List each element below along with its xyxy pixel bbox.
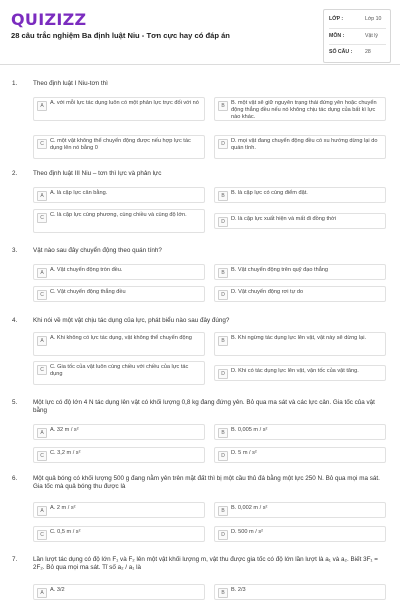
option-text: B. 2/3 [231, 587, 246, 593]
question-number: 2. [12, 170, 18, 177]
option-b[interactable] [214, 332, 386, 356]
option-c[interactable] [33, 135, 205, 159]
option-letter: A [37, 191, 47, 201]
question-number: 5. [12, 399, 18, 406]
option-letter: A [37, 336, 47, 346]
option-letter: C [37, 530, 47, 540]
question-number: 7. [12, 556, 18, 563]
option-c[interactable] [33, 526, 205, 542]
option-text: D. Vật chuyển động rơi tự do [231, 289, 304, 295]
meta-count [329, 44, 386, 61]
option-text: C. Vật chuyển động thẳng đều [50, 289, 126, 295]
option-text: C. 3,2 m / s² [50, 450, 81, 456]
option-c[interactable] [33, 361, 205, 385]
option-d[interactable] [214, 526, 386, 542]
option-letter: C [37, 451, 47, 461]
option-d[interactable] [214, 213, 386, 229]
option-c[interactable] [33, 209, 205, 233]
page-title: 28 câu trắc nghiệm Ba định luật Niu - Tơn cực hay có đáp án [11, 31, 230, 40]
question-number: 4. [12, 317, 18, 324]
option-letter: D [218, 451, 228, 461]
option-b[interactable] [214, 424, 386, 440]
option-text: C. là cặp lực cùng phương, cùng chiều và cùng độ lớn. [50, 212, 187, 218]
option-letter: A [37, 506, 47, 516]
question-text: Vật nào sau đây chuyển động theo quán tính? [33, 247, 162, 254]
option-letter: D [218, 139, 228, 149]
option-letter: C [37, 213, 47, 223]
option-b[interactable] [214, 264, 386, 280]
option-letter: D [218, 290, 228, 300]
option-letter: D [218, 369, 228, 379]
question-text: Một quả bóng có khối lượng 500 g đang nằm yên trên mặt đất thì bị một cầu thủ đá bằng một lực 250 N. Bỏ qua mọi ma sát. Gia tốc mà quả bóng thu được là [33, 475, 380, 491]
option-letter: B [218, 268, 228, 278]
meta-class [329, 12, 386, 28]
meta-count-label: SỐ CÂU : [329, 49, 353, 55]
option-text: D. Khi có tác dụng lực lên vật, vận tốc của vật tăng. [231, 368, 359, 374]
question-text: Theo định luật III Niu – tơn thì lực và phản lực [33, 170, 162, 177]
option-text: B. 0,005 m / s² [231, 427, 268, 433]
question-number: 6. [12, 475, 18, 482]
option-a[interactable] [33, 264, 205, 280]
option-text: D. 5 m / s² [231, 450, 257, 456]
option-a[interactable] [33, 424, 205, 440]
meta-class-value: Lớp 10 [365, 16, 382, 22]
question-text: Một lực có độ lớn 4 N tác dụng lên vật có khối lượng 0,8 kg đang đứng yên. Bỏ qua ma sát và các lực cản. Gia tốc của vật bằng [33, 399, 375, 415]
option-text: A. là cặp lực cân bằng. [50, 190, 108, 196]
option-letter: B [218, 191, 228, 201]
question-text: Theo định luật I Niu-tơn thì [33, 80, 108, 87]
option-letter: C [37, 365, 47, 375]
option-letter: C [37, 290, 47, 300]
option-text: A. Vật chuyển động tròn đều. [50, 267, 123, 273]
option-text: D. là cặp lực xuất hiện và mất đi đồng thời [231, 216, 337, 222]
question-text: Lần lượt tác dụng có độ lớn F₁ và F₂ lên một vật khối lượng m, vật thu được gia tốc có độ lớn lần lượt là a₁ và a₂. Biết 3F₁ = 2F₂. Bỏ qua mọi ma sát. Tỉ số a₂ / a₁ là [33, 556, 378, 572]
option-c[interactable] [33, 447, 205, 463]
option-text: B. 0,002 m / s² [231, 505, 268, 511]
option-a[interactable] [33, 187, 205, 203]
option-c[interactable] [33, 286, 205, 302]
option-a[interactable] [33, 502, 205, 518]
option-text: A. Khi không có lực tác dụng, vật không thể chuyển động [50, 335, 192, 341]
option-letter: B [218, 336, 228, 346]
option-letter: A [37, 588, 47, 598]
meta-count-value: 28 [365, 49, 371, 55]
question-number: 1. [12, 80, 18, 87]
option-letter: B [218, 101, 228, 111]
page-header [0, 0, 400, 65]
option-text: A. với mỗi lực tác dụng luôn có một phản lực trực đối với nó [50, 100, 199, 106]
option-b[interactable] [214, 97, 386, 121]
option-d[interactable] [214, 447, 386, 463]
meta-class-label: LỚP : [329, 16, 344, 22]
question-number: 3. [12, 247, 18, 254]
option-text: B. một vật sẽ giữ nguyên trạng thái đứng yên hoặc chuyển động thẳng đều nếu nó không chịu tác dụng của bất kì lực nào khác. [231, 100, 377, 121]
option-a[interactable] [33, 332, 205, 356]
option-letter: C [37, 139, 47, 149]
option-text: D. 500 m / s² [231, 529, 264, 535]
option-d[interactable] [214, 286, 386, 302]
option-b[interactable] [214, 187, 386, 203]
brand-logo[interactable]: QUIZIZZ [11, 10, 87, 29]
meta-subject-value: Vật lý [365, 33, 378, 39]
option-letter: B [218, 428, 228, 438]
option-text: B. Khi ngừng tác dụng lực lên vật, vật này sẽ dừng lại. [231, 335, 366, 341]
meta-box [323, 9, 391, 63]
option-d[interactable] [214, 365, 386, 381]
option-letter: B [218, 506, 228, 516]
option-letter: A [37, 101, 47, 111]
option-text: B. là cặp lực có cùng điểm đặt. [231, 190, 308, 196]
meta-subject-label: MÔN : [329, 33, 345, 39]
meta-subject [329, 28, 386, 45]
option-letter: B [218, 588, 228, 598]
option-text: C. Gia tốc của vật luôn cùng chiều với chiều của lực tác dụng [50, 364, 189, 378]
option-b[interactable] [214, 502, 386, 518]
option-d[interactable] [214, 135, 386, 159]
option-text: A. 3/2 [50, 587, 65, 593]
option-text: D. mọi vật đang chuyển động đều có xu hướng dừng lại do quán tính. [231, 138, 378, 152]
option-letter: D [218, 530, 228, 540]
option-text: C. 0,5 m / s² [50, 529, 81, 535]
option-text: B. Vật chuyển động trên quỹ đạo thẳng [231, 267, 329, 273]
option-letter: A [37, 268, 47, 278]
option-b[interactable] [214, 584, 386, 600]
option-text: A. 32 m / s² [50, 427, 79, 433]
option-letter: A [37, 428, 47, 438]
option-a[interactable] [33, 584, 205, 600]
option-letter: D [218, 217, 228, 227]
option-text: A. 2 m / s² [50, 505, 76, 511]
option-text: C. một vật không thể chuyển động được nếu hợp lực tác dụng lên nó bằng 0 [50, 138, 191, 152]
question-text: Khi nói về một vật chịu tác dụng của lực, phát biểu nào sau đây đúng? [33, 317, 230, 324]
option-a[interactable] [33, 97, 205, 121]
